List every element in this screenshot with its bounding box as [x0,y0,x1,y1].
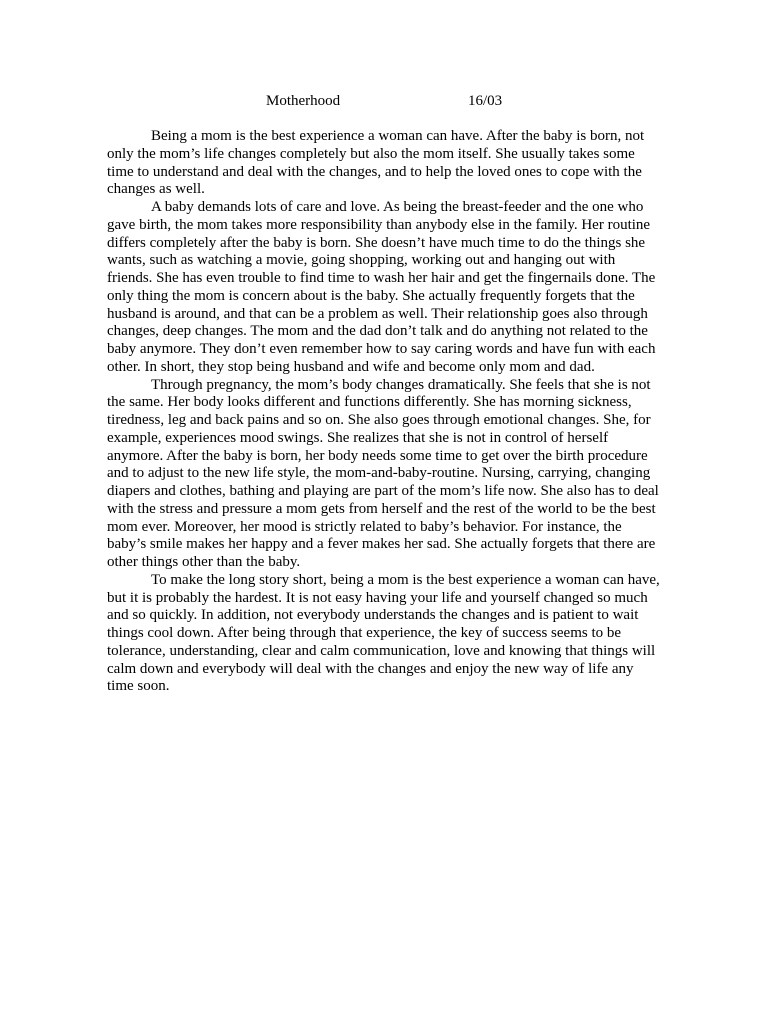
document-date: 16/03 [468,93,503,109]
paragraph-3: Through pregnancy, the mom’s body changes dramatically. She feels that she is not the same. Her body looks different and functions differently. She has morning sickness, tiredness, leg and back pains and so on. She also goes through emotional changes. She, for example, experiences mood swings. She realizes that she is not in control of herself anymore. After the baby is born, her body needs some time to get over the birth procedure and to adjust to the new life style, the mom-and-baby-routine. Nursing, carrying, changing diapers and clothes, bathing and playing are part of the mom’s life now. She also has to deal with the stress and pressure a mom gets from herself and the rest of the world to be the best mom ever. Moreover, her mood is strictly related to baby’s behavior. For instance, the baby’s smile makes her happy and a fever makes her sad. She actually forgets that there are other things other than the baby. [107,376,659,570]
document-title: Motherhood [266,93,341,109]
paragraph-2: A baby demands lots of care and love. As being the breast-feeder and the one who gave birth, the mom takes more responsibility than anybody else in the family. Her routine differs completely after the baby is born. She doesn’t have much time to do the things she wants, such as watching a movie, going shopping, working out and hanging out with friends. She has even trouble to find time to wash her hair and get the fingernails done. The only thing the mom is concern about is the baby. She actually frequently forgets that the husband is around, and that can be a problem as well. Their relationship goes also through changes, deep changes. The mom and the dad don’t talk and do anything not related to the baby anymore. They don’t even remember how to say caring words and have fun with each other. In short, they stop being husband and wife and become only mom and dad. [107,199,656,375]
document-header [0,92,768,110]
paragraph-1: Being a mom is the best experience a woman can have. After the baby is born, not only the mom’s life changes completely but also the mom itself. She usually takes some time to understand and deal with the changes, and to help the loved ones to cope with the changes as well. [107,128,645,198]
document-body [107,128,662,696]
paragraph-4: To make the long story short, being a mom is the best experience a woman can have, but it is probably the hardest. It is not easy having your life and yourself changed so much and so quickly. In addition, not everybody understands the changes and is patient to wait things cool down. After being through that experience, the key of success seems to be tolerance, understanding, clear and calm communication, love and knowing that things will calm down and everybody will deal with the changes and enjoy the new way of life any time soon. [107,571,660,695]
